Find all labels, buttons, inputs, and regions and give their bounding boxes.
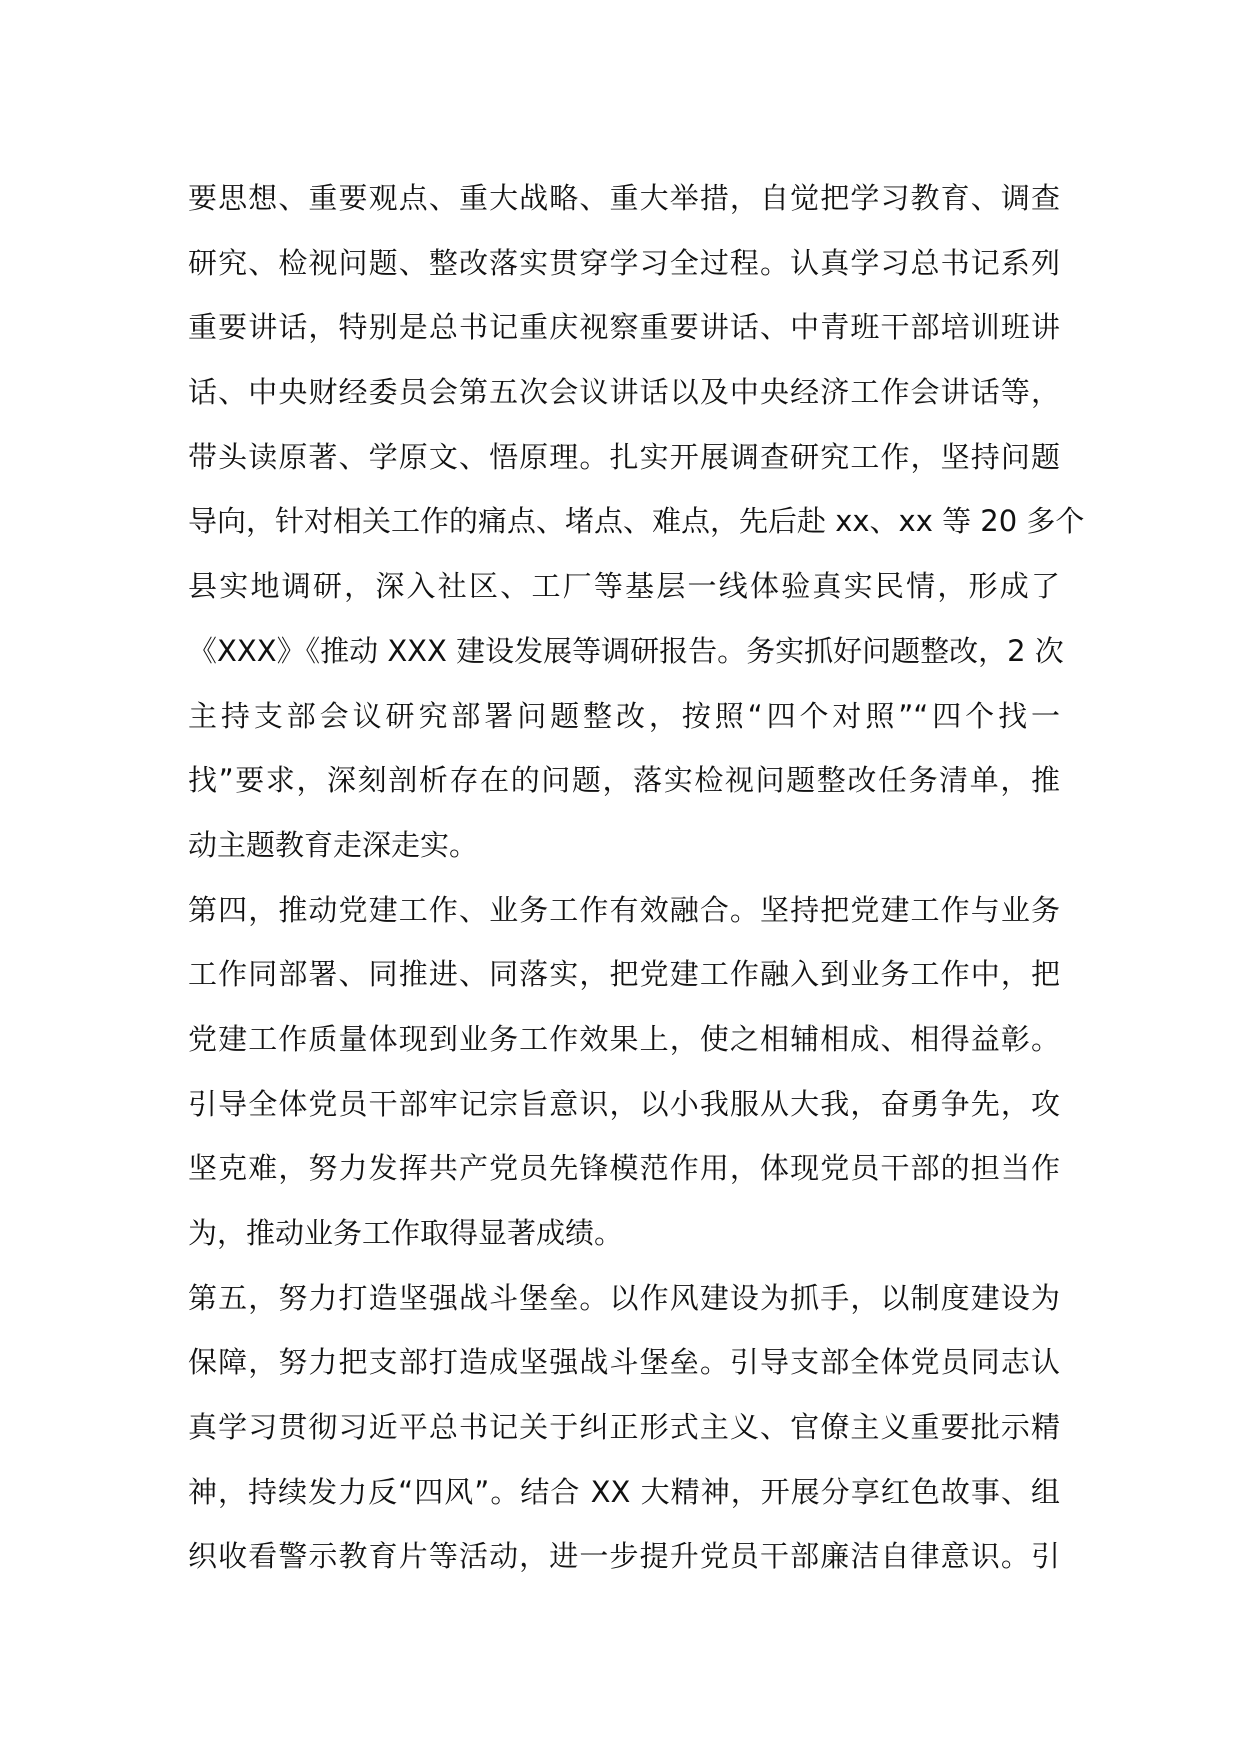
text-line: 要思想、重要观点、重大战略、重大举措，自觉把学习教育、调查 bbox=[188, 181, 1060, 215]
text-line: 工作同部署、同推进、同落实，把党建工作融入到业务工作中，把 bbox=[188, 957, 1060, 992]
text-line: 县实地调研，深入社区、工厂等基层一线体验真实民情，形成了 bbox=[188, 569, 1060, 604]
text-line: 保障，努力把支部打造成坚强战斗堡垒。引导支部全体党员同志认 bbox=[188, 1345, 1060, 1380]
text-line: 坚克难，努力发挥共产党员先锋模范作用，体现党员干部的担当作 bbox=[188, 1151, 1060, 1186]
text-line: 神，持续发力反“四风”。结合 XX 大精神，开展分享红色故事、组 bbox=[188, 1474, 1060, 1509]
text-line: 党建工作质量体现到业务工作效果上，使之相辅相成、相得益彰。 bbox=[188, 1021, 1060, 1056]
text-line: 话、中央财经委员会第五次会议讲话以及中央经济工作会讲话等， bbox=[188, 375, 1060, 410]
text-line: 重要讲话，特别是总书记重庆视察重要讲话、中青班干部培训班讲 bbox=[188, 310, 1060, 345]
text-line: 动主题教育走深走实。 bbox=[188, 827, 479, 862]
text-line: 导向，针对相关工作的痛点、堵点、难点，先后赴 xx、xx 等 20 多个 bbox=[188, 504, 1085, 539]
text-line: 主持支部会议研究部署问题整改，按照“四个对照”“四个找一 bbox=[188, 698, 1060, 733]
text-line: 找”要求，深刻剖析存在的问题，落实检视问题整改任务清单，推 bbox=[188, 763, 1060, 798]
text-line: 带头读原著、学原文、悟原理。扎实开展调查研究工作，坚持问题 bbox=[188, 439, 1060, 474]
text-line: 织收看警示教育片等活动，进一步提升党员干部廉洁自律意识。引 bbox=[188, 1539, 1060, 1574]
text-line: 研究、检视问题、整改落实贯穿学习全过程。认真学习总书记系列 bbox=[188, 245, 1060, 280]
text-line: 为，推动业务工作取得显著成绩。 bbox=[188, 1216, 624, 1250]
text-line: 第四，推动党建工作、业务工作有效融合。坚持把党建工作与业务 bbox=[188, 892, 1060, 927]
text-line: 引导全体党员干部牢记宗旨意识，以小我服从大我，奋勇争先，攻 bbox=[188, 1086, 1060, 1121]
text-line: 第五，努力打造坚强战斗堡垒。以作风建设为抓手，以制度建设为 bbox=[188, 1280, 1060, 1315]
body-text bbox=[188, 166, 1085, 1589]
text-line: 真学习贯彻习近平总书记关于纠正形式主义、官僚主义重要批示精 bbox=[188, 1410, 1060, 1445]
text-line: 《XXX》《推动 XXX 建设发展等调研报告。务实抓好问题整改，2 次 bbox=[188, 633, 1064, 668]
